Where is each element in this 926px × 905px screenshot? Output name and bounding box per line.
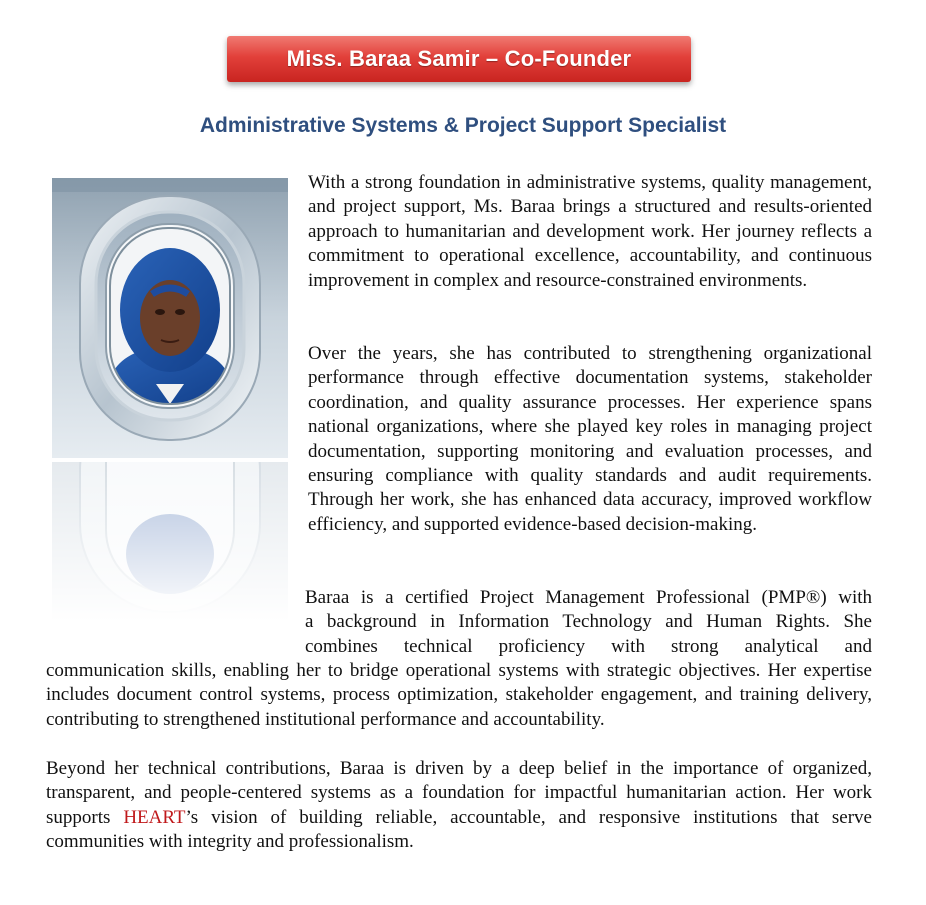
role-title: Administrative Systems & Project Support Specialist <box>199 114 727 137</box>
paragraph-intro: With a strong foundation in administrative systems, quality management, and project support, Ms. Baraa brings a structured and results-oriented approach to humanitarian and development work. Her journey reflects a commitment to operational excellence, accountability, and continuous improvement in complex and resource-constrained environments. <box>308 172 872 291</box>
paragraph-line: combines technical proficiency with strong analytical and <box>305 635 872 657</box>
paragraph-certification-rest: communication skills, enabling her to bridge operational systems with strategic objectives. Her expertise includes document control systems, process optimization, stakeholder engagement, and training delivery, contributing to strengthened institutional performance and accountability. <box>46 660 872 730</box>
vision-text-end: ’s vision of building reliable, accountable, and responsive institutions that serve communities with integrity and professionalism. <box>46 806 872 853</box>
name-banner <box>227 36 691 82</box>
name-banner-text: Miss. Baraa Samir – Co-Founder <box>286 46 632 71</box>
vision-text-start: Beyond her technical contributions, Baraa is driven by a deep belief in the importance of organized, transparent, and people-centered systems as a foundation for impactful humanitarian action. Her work supports <box>46 758 872 828</box>
reflection-icon <box>52 462 288 622</box>
heart-highlight: HEART <box>123 806 186 828</box>
portrait-reflection <box>52 462 288 622</box>
paragraph-line: Baraa is a certified Project Management Professional (PMP®) with <box>305 587 872 608</box>
paragraph-line: a background in Information Technology and Human Rights. She <box>305 611 872 633</box>
portrait-window <box>52 178 288 458</box>
airplane-window-portrait-icon <box>52 178 288 458</box>
paragraph-experience: Over the years, she has contributed to strengthening organizational performance through effective documentation systems, stakeholder coordination, and quality assurance processes. Her experience spans national organizations, where she played key roles in managing project documentation, supporting monitoring and evaluation processes, and ensuring compliance with quality standards and audit requirements. Through her work, she has enhanced data accuracy, improved workflow efficiency, and supported evidence-based decision-making. <box>308 343 872 535</box>
paragraph-certification-start <box>305 586 872 659</box>
paragraph-vision <box>46 757 872 855</box>
